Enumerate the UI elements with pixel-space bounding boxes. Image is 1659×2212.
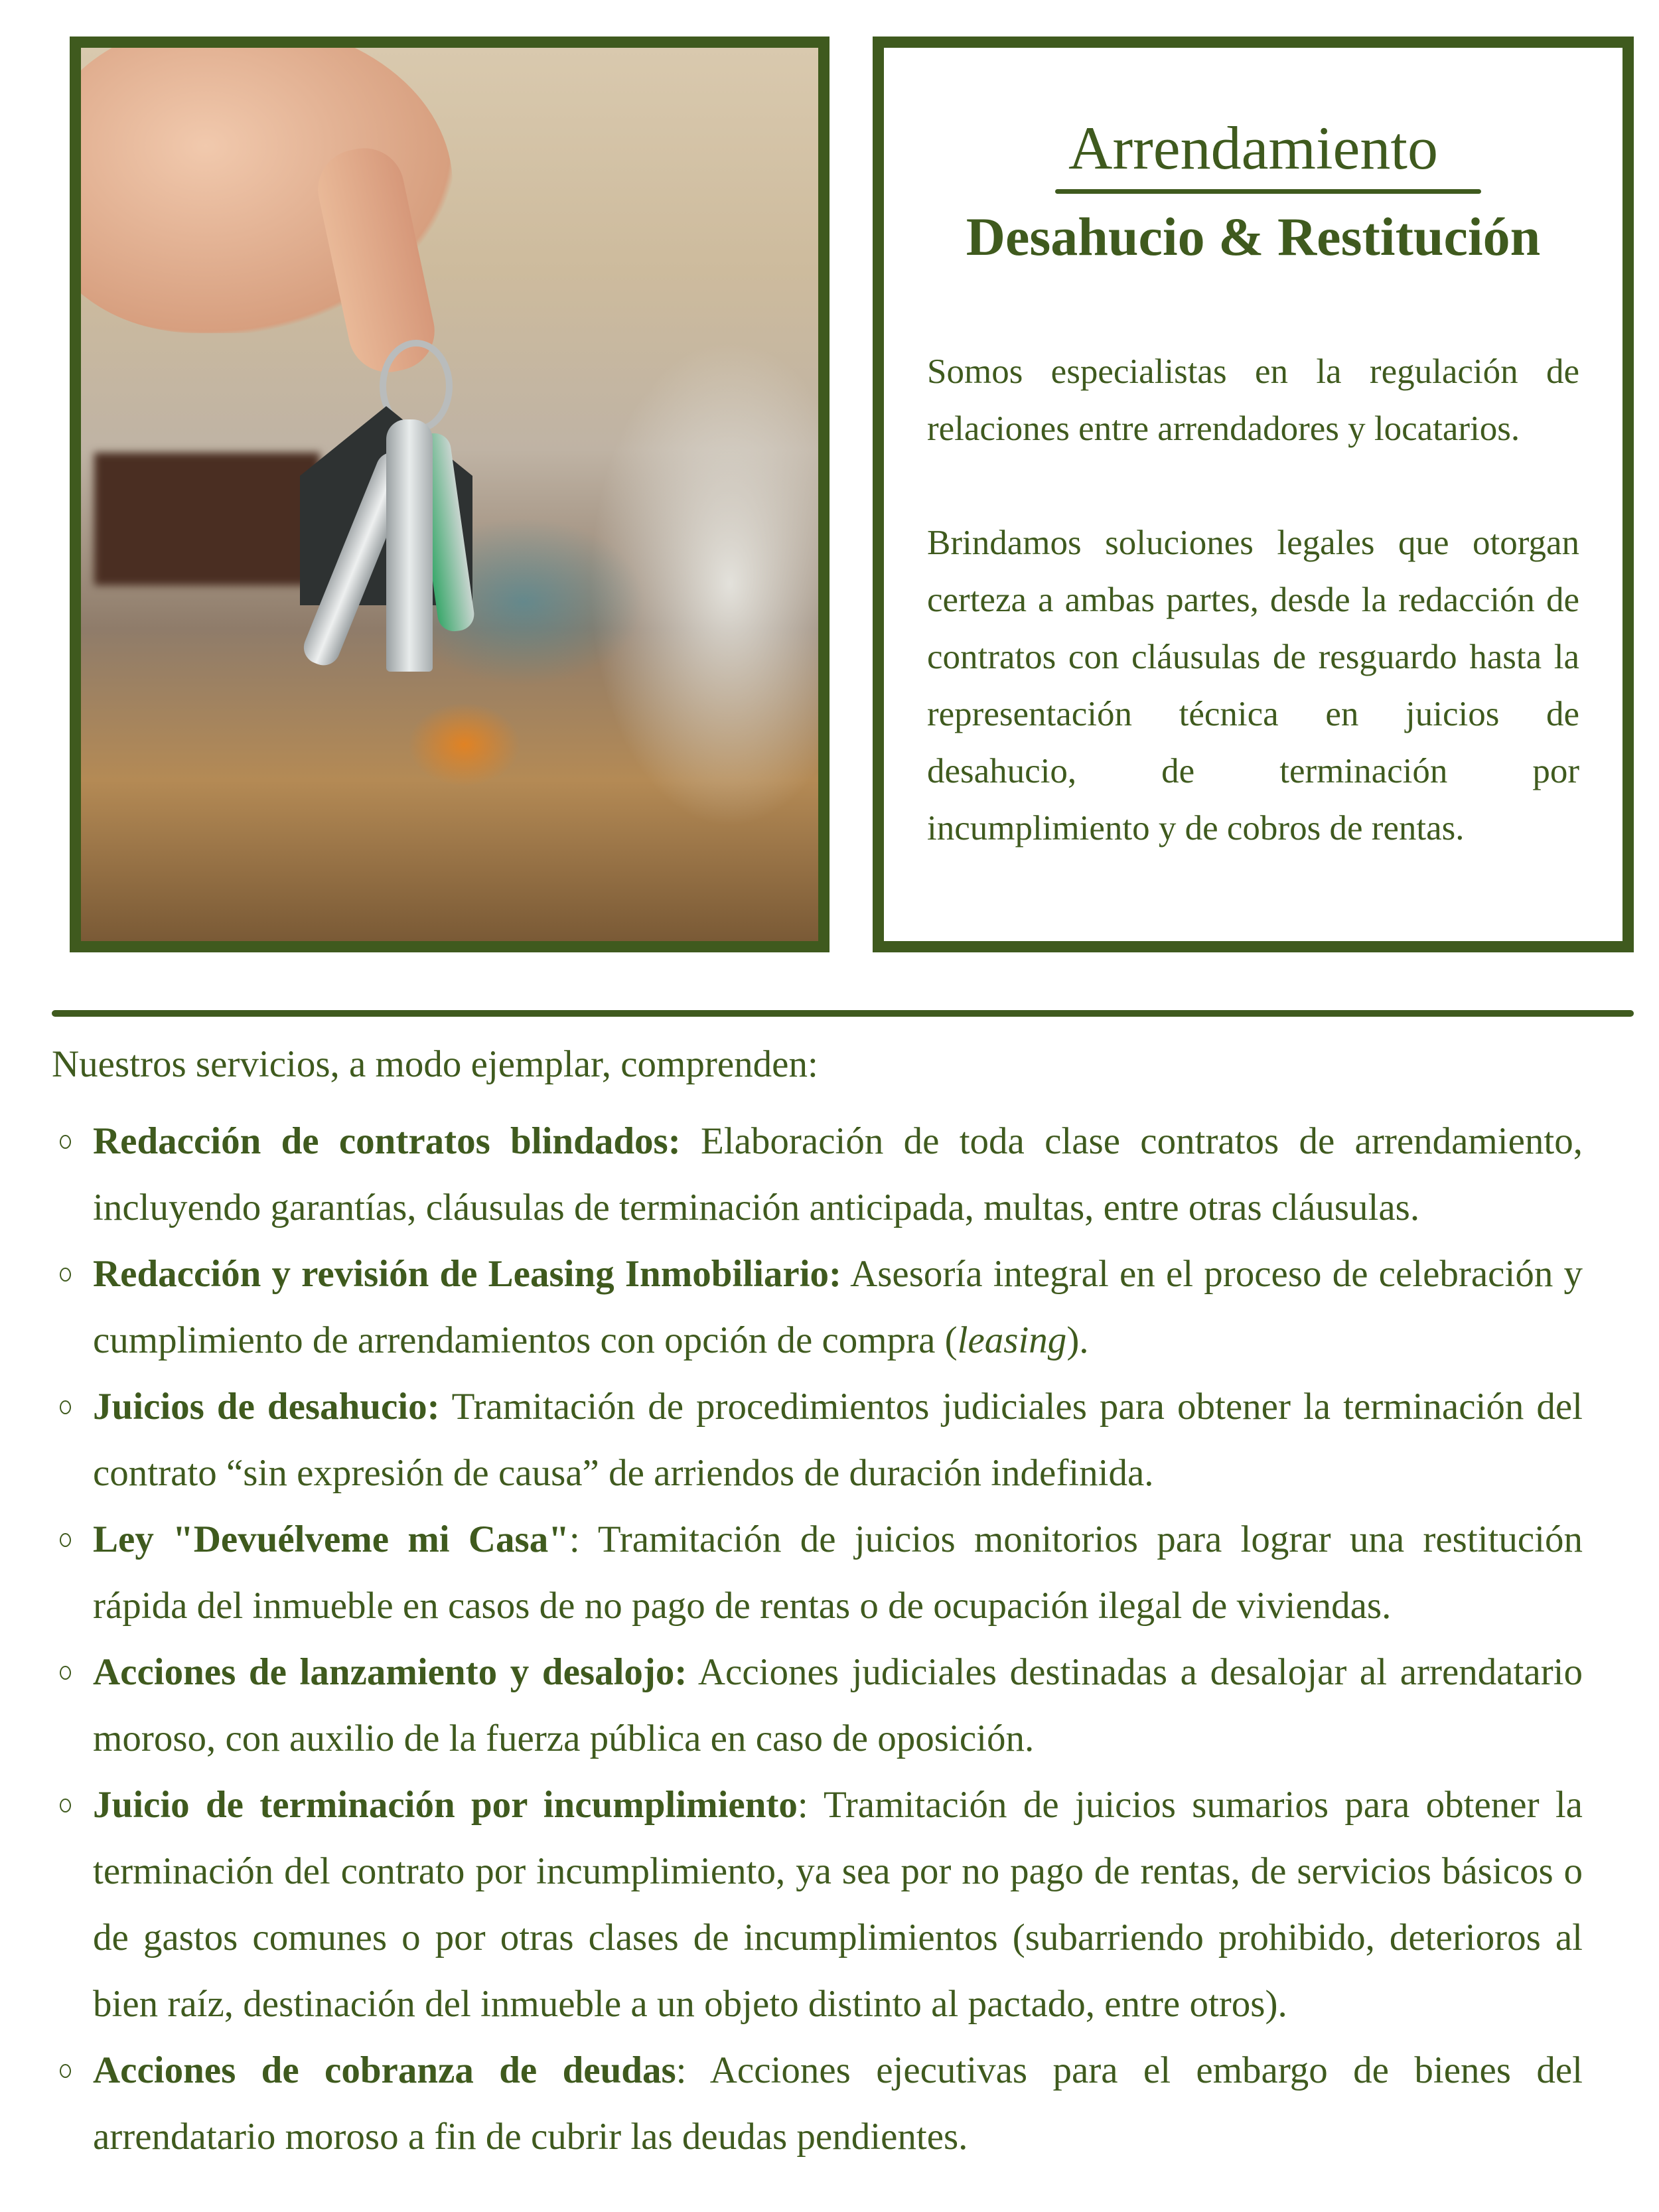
page-subtitle: Desahucio & Restitución: [966, 206, 1541, 267]
service-text: : Tramitación de juicios monitorios para lograr una restitución rápida del inmueble en casos de no pago de rentas o de ocupación ilegal de viviendas.: [93, 1518, 1583, 1627]
service-text: : Tramitación de juicios sumarios para obtener la terminación del contrato por incumplimiento, ya sea por no pago de rentas, de servicios básicos o de gastos comunes o por otras clases de incumplimientos (subarriendo prohibido, deterioros al bien raíz, destinación del inmueble a un objeto distinto al pactado, entre otros).: [93, 1784, 1583, 2025]
service-text: : Acciones ejecutivas para el embargo de bienes del arrendatario moroso a fin de cubrir las deudas pendientes.: [93, 2049, 1583, 2158]
intro-paragraph: Brindamos soluciones legales que otorgan certeza a ambas partes, desde la redacción de contratos con cláusulas de resguardo hasta la representación técnica en juicios de desahucio, de terminación por incumplimiento y de cobros de rentas.: [927, 524, 1579, 848]
service-title: Redacción y revisión de Leasing Inmobiliario:: [93, 1253, 842, 1295]
photo-frame: [70, 37, 830, 952]
keys-in-hand-photo: [81, 48, 818, 941]
circle-bullet-icon: [60, 1268, 71, 1282]
service-italic: leasing: [957, 1319, 1067, 1361]
service-title: Acciones de cobranza de deudas: [93, 2049, 676, 2091]
circle-bullet-icon: [60, 2064, 71, 2078]
services-lead: Nuestros servicios, a modo ejemplar, comprenden:: [52, 1043, 818, 1085]
service-title: Juicio de terminación por incumplimiento: [93, 1784, 798, 1826]
intro-paragraph: Somos especialistas en la regulación de relaciones entre arrendadores y locatarios.: [927, 352, 1579, 448]
circle-bullet-icon: [60, 1799, 71, 1812]
service-title: Acciones de lanzamiento y desalojo:: [93, 1651, 687, 1693]
circle-bullet-icon: [60, 1135, 71, 1149]
intro-box: [873, 37, 1634, 952]
service-item: [52, 1772, 1583, 2037]
key-icon: [386, 419, 433, 672]
photo-background-tv: [94, 453, 320, 585]
service-item: [52, 2037, 1583, 2170]
circle-bullet-icon: [60, 1400, 71, 1414]
service-title: Redacción de contratos blindados:: [93, 1120, 681, 1162]
services-list: [52, 1108, 1583, 2170]
page-title: Arrendamiento: [1068, 114, 1438, 182]
service-title: Juicios de desahucio:: [93, 1386, 440, 1428]
service-title: Ley "Devuélveme mi Casa": [93, 1518, 569, 1560]
intro-text: [927, 343, 1579, 914]
service-item: [52, 1108, 1583, 1241]
service-item: [52, 1507, 1583, 1639]
service-item: [52, 1241, 1583, 1374]
service-text-end: ).: [1066, 1319, 1089, 1361]
service-text: Tramitación de procedimientos judiciales para obtener la terminación del contrato “sin expresión de causa” de arriendos de duración indefinida.: [93, 1386, 1583, 1494]
section-divider: [52, 1010, 1634, 1017]
service-item: [52, 1374, 1583, 1507]
service-text: Elaboración de toda clase contratos de arrendamiento, incluyendo garantías, cláusulas de terminación anticipada, multas, entre otras cláusulas.: [93, 1120, 1583, 1228]
circle-bullet-icon: [60, 1533, 71, 1547]
service-text: Acciones judiciales destinadas a desalojar al arrendatario moroso, con auxilio de la fuerza pública en caso de oposición.: [93, 1651, 1583, 1759]
circle-bullet-icon: [60, 1666, 71, 1680]
service-item: [52, 1639, 1583, 1772]
service-text: Asesoría integral en el proceso de celebración y cumplimiento de arrendamientos con opción de compra (: [93, 1253, 1583, 1361]
title-underline: [1055, 189, 1481, 194]
